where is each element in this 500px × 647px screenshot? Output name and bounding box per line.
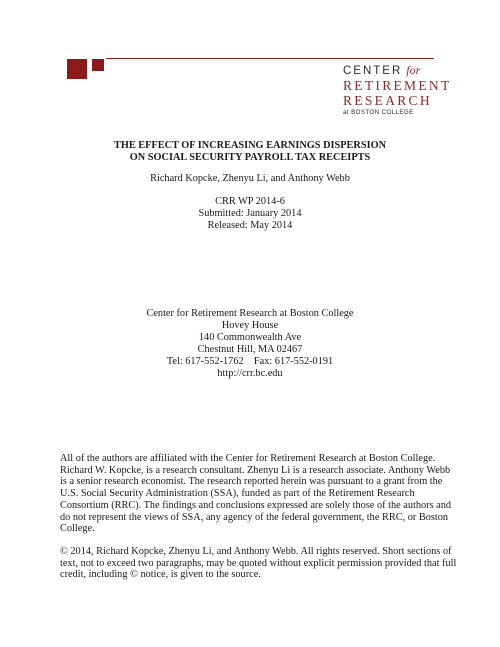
paper-title-line-1: THE EFFECT OF INCREASING EARNINGS DISPERSION <box>113 140 387 151</box>
header-square-large <box>67 59 87 79</box>
address-line: 140 Commonwealth Ave <box>198 332 302 343</box>
copyright-line: credit, including © notice, is given to the source. <box>60 569 261 581</box>
logo-retirement-text: RETIREMENT <box>343 78 452 93</box>
header-rule <box>106 58 434 59</box>
copyright-line: © 2014, Richard Kopcke, Zhenyu Li, and Anthony Webb. All rights reserved. Short sections of <box>60 546 452 557</box>
disclaimer-line: U.S. Social Security Administration (SSA), funded as part of the Retirement Research <box>60 488 415 500</box>
website-url[interactable]: http://crr.bc.edu <box>217 368 283 379</box>
logo-research-text: RESEARCH <box>343 93 432 108</box>
disclaimer-line: Consortium (RRC). The findings and conclusions expressed are solely those of the authors and <box>60 499 452 511</box>
released-date: Released: May 2014 <box>207 220 293 231</box>
header-square-small <box>92 59 104 71</box>
address-line: Chestnut Hill, MA 02467 <box>197 344 303 355</box>
contact-phone-fax: Tel: 617-552-1762 Fax: 617-552-0191 <box>166 356 334 367</box>
disclaimer-line: is a senior research economist. The research reported herein was pursuant to a grant from the <box>60 476 443 488</box>
disclaimer-line: Richard W. Kopcke, is a research consultant. Zhenyu Li is a research associate. Anthony Webb <box>60 464 451 476</box>
copyright-line: text, not to exceed two paragraphs, may be quoted without explicit permission provided that full <box>60 557 457 569</box>
address-line: Center for Retirement Research at Boston College <box>146 308 354 319</box>
disclaimer-paragraph <box>60 453 452 535</box>
authors: Richard Kopcke, Zhenyu Li, and Anthony Webb <box>150 173 350 184</box>
address-line: Hovey House <box>221 320 279 331</box>
paper-title-line-2: ON SOCIAL SECURITY PAYROLL TAX RECEIPTS <box>129 152 371 163</box>
crr-logo <box>343 63 452 118</box>
logo-for-text: for <box>406 63 421 77</box>
disclaimer-line: do not represent the views of SSA, any agency of the federal government, the RRC, or Boston <box>60 511 449 523</box>
working-paper-number: CRR WP 2014-6 <box>215 196 285 207</box>
logo-college-text: at BOSTON COLLEGE <box>343 109 414 116</box>
disclaimer-line: All of the authors are affiliated with the Center for Retirement Research at Boston College. <box>60 453 436 464</box>
submitted-date: Submitted: January 2014 <box>198 208 302 219</box>
logo-center-text: CENTER <box>343 65 403 77</box>
copyright-paragraph <box>60 546 457 581</box>
disclaimer-line: College. <box>60 523 95 535</box>
